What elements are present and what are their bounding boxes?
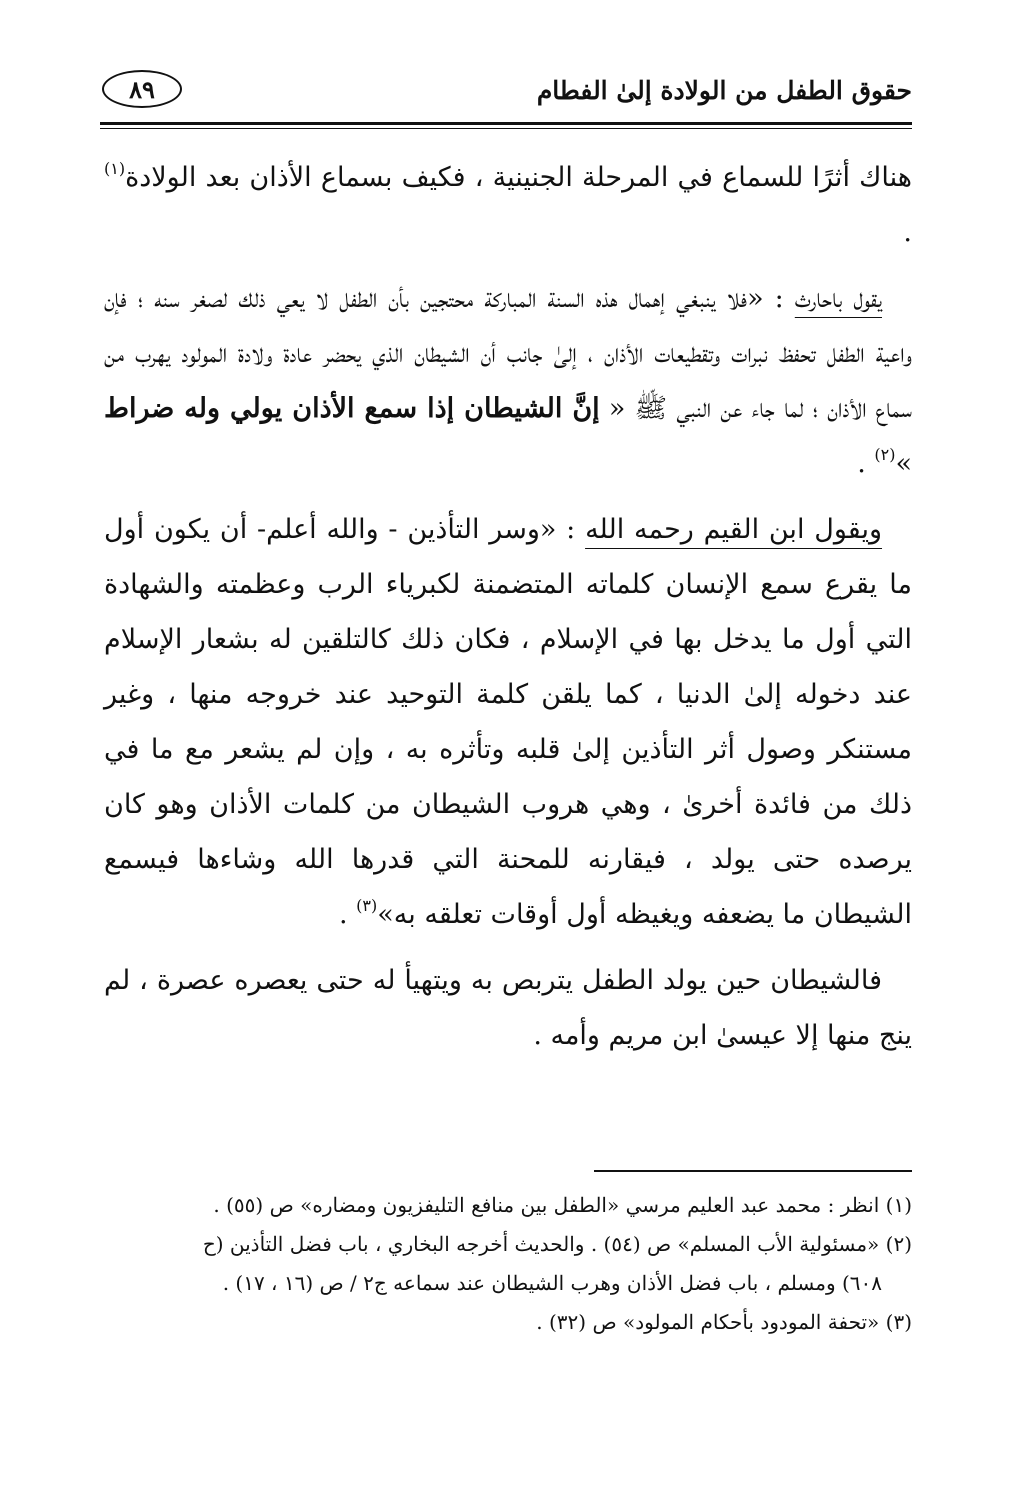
footnote-ref-3: (٣)	[356, 896, 378, 915]
quoted-author-baharith: يقول باحارث	[794, 283, 882, 314]
paragraph-text: : «وسر التأذين - والله أعلم- أن يكون أول ما يقرع سمع الإنسان كلماته المتضمنة لكبرياء الرب وعظمته والشهادة التي أول ما يدخل بها في الإسلام ، فكان ذلك كالتلقين له بشعار الإسلام عند دخوله إلىٰ الدنيا ، كما يلقن كلمة التوحيد عند خروجه منها ، وغير مستنكر وصول أثر التأذين إلىٰ قلبه وتأثره به ، وإن لم يشعر مع ما في ذلك من فائدة أخرىٰ ، وهي هروب الشيطان من كلمات الأذان وهو كان يرصده حتى يولد ، فيقارنه للمحنة التي قدرها الله وشاءها فيسمع الشيطان ما يضعفه ويغيظه أول أوقات تعلقه به»	[104, 514, 912, 930]
quote-close: »	[895, 448, 912, 479]
paragraph-text: هناك أثرًا للسماع في المرحلة الجنينية ، فكيف بسماع الأذان بعد الولادة	[125, 162, 912, 193]
footnote-2: (٢) «مسئولية الأب المسلم» ص (٥٤) . والحديث أخرجه البخاري ، باب فضل التأذين (ح	[202, 1232, 912, 1256]
main-text	[104, 150, 912, 1074]
sentence-end: .	[338, 899, 348, 930]
paragraph-2	[104, 271, 912, 491]
paragraph-text: : «فلا ينبغي إهمال هذه السنة المباركة محتجين بأن الطفل لا يعي ذلك لصغر سنه ؛ فإن واعية الطفل تحفظ نبرات وتقطيعات الأذان ، إلىٰ جانب أن الشيطان الذي يحضر عادة ولادة المولود يهرب من سماع الأذان ؛ لما جاء عن النبي ﷺ «	[104, 283, 913, 424]
hadith-text: إنَّ الشيطان إذا سمع الأذان يولي وله ضراط	[104, 393, 600, 424]
page-header	[100, 68, 912, 118]
sentence-end: .	[857, 448, 866, 479]
page-number: ٨٩	[102, 70, 182, 108]
sentence-end: .	[903, 217, 912, 248]
paragraph-4	[104, 953, 912, 1063]
paragraph-1	[104, 150, 912, 260]
footnote-ref-2: (٢)	[874, 445, 896, 464]
footnote-ref-1: (١)	[104, 159, 126, 178]
paragraph-text: فالشيطان حين يولد الطفل يتربص به ويتهيأ له حتى يعصره عصرة ، لم ينج منها إلا عيسىٰ ابن مريم وأمه .	[104, 965, 912, 1051]
paragraph-3	[104, 502, 912, 942]
footnotes	[104, 1186, 912, 1342]
footnote-separator	[594, 1170, 912, 1172]
footnote-1: (١) انظر : محمد عبد العليم مرسي «الطفل بين منافع التليفزيون ومضاره» ص (٥٥) .	[213, 1193, 912, 1217]
footnote-3: (٣) «تحفة المودود بأحكام المولود» ص (٣٢) .	[536, 1310, 912, 1334]
running-title: حقوق الطفل من الولادة إلىٰ الفطام	[536, 76, 912, 105]
footnote-2-continued: ٦٠٨) ومسلم ، باب فضل الأذان وهرب الشيطان عند سماعه ج٢ / ص (١٦ ، ١٧) .	[222, 1271, 882, 1295]
quoted-author-ibn-qayyim: ويقول ابن القيم رحمه الله	[585, 514, 883, 545]
header-rule-thick	[100, 122, 912, 125]
header-rule-thin	[100, 128, 912, 129]
